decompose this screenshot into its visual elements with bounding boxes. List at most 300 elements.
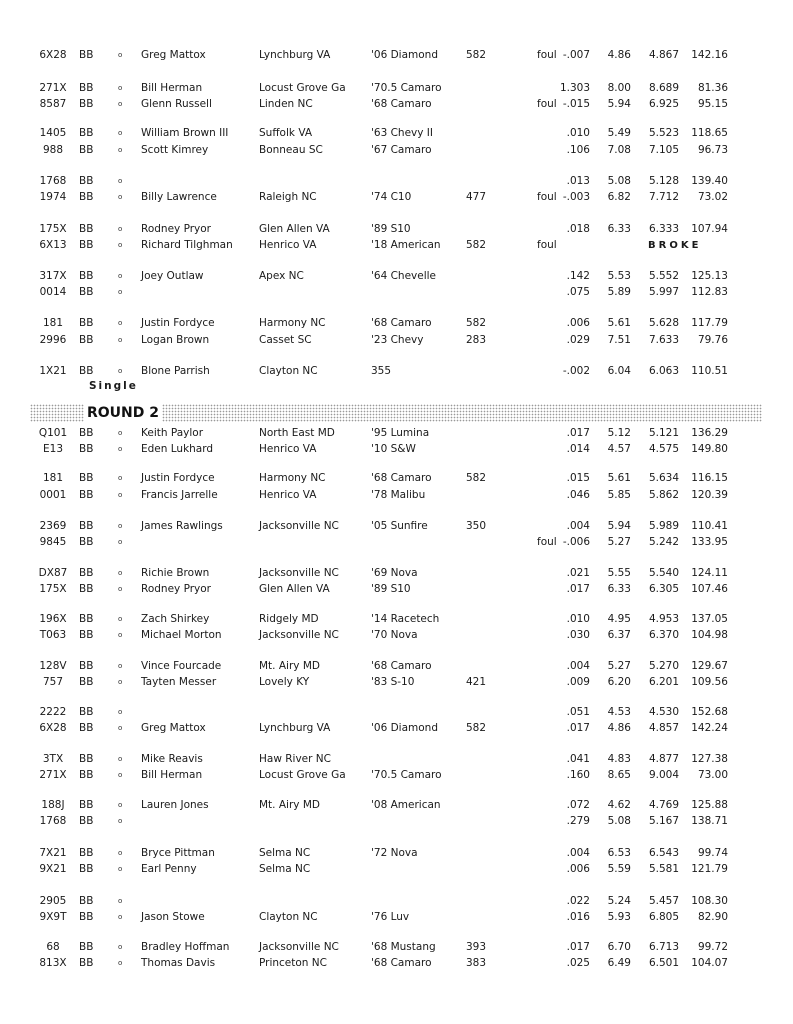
cell-engine: 283 xyxy=(466,334,487,346)
cell-et2: 4.953 xyxy=(648,613,679,625)
cell-et1: 7.08 xyxy=(607,144,631,156)
round-2-title: ROUND 2 xyxy=(84,404,162,422)
cell-et1: 4.53 xyxy=(607,706,631,718)
cell-vehicle: '74 C10 xyxy=(371,191,412,203)
cell-et1: 5.89 xyxy=(607,286,631,298)
cell-car: 9845 xyxy=(39,536,67,548)
cell-cls: BB xyxy=(79,270,94,282)
cell-vehicle: '08 American xyxy=(371,799,441,811)
cell-rt: -.002 xyxy=(562,365,590,377)
entry-row xyxy=(0,814,793,829)
cell-rt: .004 xyxy=(566,847,590,859)
entry-row xyxy=(0,364,793,379)
cell-town: Glen Allen VA xyxy=(259,223,330,235)
entry-row xyxy=(0,285,793,300)
cell-et1: 5.24 xyxy=(607,895,631,907)
cell-dot: o xyxy=(118,491,123,499)
cell-vehicle: '68 Camaro xyxy=(371,660,432,672)
cell-engine: 582 xyxy=(466,49,487,61)
cell-town: Lynchburg VA xyxy=(259,722,331,734)
cell-cls: BB xyxy=(79,536,94,548)
entry-row xyxy=(0,752,793,767)
cell-et1: 5.08 xyxy=(607,815,631,827)
cell-et1: 6.37 xyxy=(607,629,631,641)
cell-mph: 107.94 xyxy=(691,223,728,235)
cell-name: Scott Kimrey xyxy=(141,144,209,156)
cell-engine: 350 xyxy=(466,520,487,532)
cell-et1: 5.55 xyxy=(607,567,631,579)
cell-name: Vince Fourcade xyxy=(141,660,222,672)
cell-engine: 383 xyxy=(466,957,487,969)
cell-dot: o xyxy=(118,272,123,280)
entry-row xyxy=(0,333,793,348)
cell-town: Henrico VA xyxy=(259,489,317,501)
cell-et2: 4.857 xyxy=(648,722,679,734)
cell-name: Rodney Pryor xyxy=(141,223,211,235)
cell-et1: 6.04 xyxy=(607,365,631,377)
cell-dot: o xyxy=(118,724,123,732)
cell-vehicle: 355 xyxy=(371,365,392,377)
cell-car: 271X xyxy=(39,82,67,94)
cell-car: E13 xyxy=(43,443,63,455)
cell-vehicle: '18 American xyxy=(371,239,441,251)
cell-rt: .017 xyxy=(566,722,590,734)
cell-town: Bonneau SC xyxy=(259,144,323,156)
cell-engine: 582 xyxy=(466,317,487,329)
cell-vehicle: '78 Malibu xyxy=(371,489,426,501)
cell-cls: BB xyxy=(79,660,94,672)
entry-row xyxy=(0,97,793,112)
cell-vehicle: '69 Nova xyxy=(371,567,418,579)
cell-dot: o xyxy=(118,225,123,233)
cell-rt: .022 xyxy=(566,895,590,907)
cell-mph: 73.02 xyxy=(697,191,728,203)
cell-vehicle: '64 Chevelle xyxy=(371,270,436,282)
cell-name: Bill Herman xyxy=(141,82,203,94)
cell-dot: o xyxy=(118,538,123,546)
entry-row xyxy=(0,269,793,284)
cell-mph: 138.71 xyxy=(691,815,728,827)
cell-foul: foul xyxy=(537,49,557,61)
cell-name: Michael Morton xyxy=(141,629,222,641)
cell-car: 175X xyxy=(39,583,67,595)
cell-foul: foul xyxy=(537,191,557,203)
cell-vehicle: '10 S&W xyxy=(371,443,416,455)
cell-vehicle: '06 Diamond xyxy=(371,49,438,61)
entry-row xyxy=(0,768,793,783)
cell-rt: .018 xyxy=(566,223,590,235)
entry-row xyxy=(0,48,793,63)
cell-vehicle: '89 S10 xyxy=(371,583,411,595)
cell-mph: 149.80 xyxy=(691,443,728,455)
cell-et1: 6.20 xyxy=(607,676,631,688)
cell-name: Lauren Jones xyxy=(141,799,209,811)
cell-dot: o xyxy=(118,897,123,905)
cell-et2: 6.370 xyxy=(648,629,679,641)
cell-vehicle: '68 Camaro xyxy=(371,98,432,110)
cell-et2: 4.530 xyxy=(648,706,679,718)
cell-mph: 104.07 xyxy=(691,957,728,969)
cell-name: Bill Herman xyxy=(141,769,203,781)
cell-name: Justin Fordyce xyxy=(141,317,215,329)
cell-et1: 5.93 xyxy=(607,911,631,923)
cell-et1: 4.86 xyxy=(607,722,631,734)
cell-mph: 127.38 xyxy=(691,753,728,765)
cell-mph: 124.11 xyxy=(691,567,728,579)
cell-cls: BB xyxy=(79,895,94,907)
cell-cls: BB xyxy=(79,49,94,61)
entry-row xyxy=(0,316,793,331)
cell-dot: o xyxy=(118,146,123,154)
cell-rt: .016 xyxy=(566,911,590,923)
cell-cls: BB xyxy=(79,317,94,329)
cell-car: 175X xyxy=(39,223,67,235)
cell-rt: .015 xyxy=(566,472,590,484)
cell-car: 9X9T xyxy=(39,911,67,923)
cell-et2: 6.543 xyxy=(648,847,679,859)
cell-cls: BB xyxy=(79,706,94,718)
cell-vehicle: '68 Camaro xyxy=(371,317,432,329)
cell-rt: .072 xyxy=(566,799,590,811)
cell-et2: 9.004 xyxy=(648,769,679,781)
cell-et2: 5.523 xyxy=(648,127,679,139)
cell-car: T063 xyxy=(39,629,67,641)
cell-mph: 107.46 xyxy=(691,583,728,595)
cell-dot: o xyxy=(118,129,123,137)
cell-car: 813X xyxy=(39,957,67,969)
cell-town: Jacksonville NC xyxy=(259,567,339,579)
cell-name: Billy Lawrence xyxy=(141,191,217,203)
entry-row xyxy=(0,675,793,690)
cell-rt: .075 xyxy=(566,286,590,298)
cell-rt: .014 xyxy=(566,443,590,455)
entry-row xyxy=(0,238,793,253)
cell-cls: BB xyxy=(79,815,94,827)
cell-rt: .021 xyxy=(566,567,590,579)
cell-rt: -.006 xyxy=(562,536,590,548)
cell-mph: 81.36 xyxy=(697,82,728,94)
cell-cls: BB xyxy=(79,753,94,765)
entry-row xyxy=(0,126,793,141)
cell-et2: 6.333 xyxy=(648,223,679,235)
cell-name: Greg Mattox xyxy=(141,722,206,734)
entry-row xyxy=(0,535,793,550)
cell-dot: o xyxy=(118,615,123,623)
cell-et2: 6.713 xyxy=(648,941,679,953)
cell-name: Logan Brown xyxy=(141,334,210,346)
cell-name: Greg Mattox xyxy=(141,49,206,61)
cell-dot: o xyxy=(118,913,123,921)
entry-row xyxy=(0,488,793,503)
cell-et1: 5.94 xyxy=(607,520,631,532)
cell-cls: BB xyxy=(79,427,94,439)
cell-dot: o xyxy=(118,865,123,873)
cell-town: Haw River NC xyxy=(259,753,331,765)
cell-mph: 95.15 xyxy=(697,98,728,110)
cell-foul: foul xyxy=(537,98,557,110)
cell-mph: 139.40 xyxy=(691,175,728,187)
cell-cls: BB xyxy=(79,175,94,187)
cell-dot: o xyxy=(118,84,123,92)
cell-rt: .006 xyxy=(566,863,590,875)
cell-car: 0014 xyxy=(39,286,67,298)
cell-mph: 125.13 xyxy=(691,270,728,282)
entry-row xyxy=(0,798,793,813)
cell-cls: BB xyxy=(79,489,94,501)
cell-rt: .160 xyxy=(566,769,590,781)
cell-name: Richard Tilghman xyxy=(141,239,233,251)
cell-et2: 5.270 xyxy=(648,660,679,672)
cell-vehicle: '06 Diamond xyxy=(371,722,438,734)
cell-town: Locust Grove Ga xyxy=(259,769,346,781)
cell-dot: o xyxy=(118,522,123,530)
cell-foul: foul xyxy=(537,239,557,251)
cell-mph: 99.72 xyxy=(697,941,728,953)
cell-vehicle: '89 S10 xyxy=(371,223,411,235)
cell-town: Glen Allen VA xyxy=(259,583,330,595)
cell-car: 2222 xyxy=(39,706,67,718)
cell-et1: 5.61 xyxy=(607,472,631,484)
cell-et1: 7.51 xyxy=(607,334,631,346)
entry-row xyxy=(0,910,793,925)
cell-car: 6X13 xyxy=(39,239,67,251)
entry-row xyxy=(0,894,793,909)
cell-town: Raleigh NC xyxy=(259,191,317,203)
cell-et1: 4.95 xyxy=(607,613,631,625)
broke-note: BROKE xyxy=(648,240,702,251)
cell-rt: .017 xyxy=(566,941,590,953)
cell-et1: 4.57 xyxy=(607,443,631,455)
cell-dot: o xyxy=(118,631,123,639)
cell-rt: -.003 xyxy=(562,191,590,203)
cell-town: Jacksonville NC xyxy=(259,941,339,953)
cell-name: Keith Paylor xyxy=(141,427,204,439)
cell-et2: 6.063 xyxy=(648,365,679,377)
cell-engine: 582 xyxy=(466,722,487,734)
cell-rt: .041 xyxy=(566,753,590,765)
cell-cls: BB xyxy=(79,365,94,377)
cell-et2: 4.769 xyxy=(648,799,679,811)
cell-et2: 5.167 xyxy=(648,815,679,827)
cell-cls: BB xyxy=(79,941,94,953)
cell-rt: -.007 xyxy=(562,49,590,61)
cell-mph: 109.56 xyxy=(691,676,728,688)
cell-cls: BB xyxy=(79,334,94,346)
entry-row xyxy=(0,566,793,581)
cell-dot: o xyxy=(118,474,123,482)
cell-et1: 6.33 xyxy=(607,583,631,595)
cell-mph: 117.79 xyxy=(691,317,728,329)
cell-town: Harmony NC xyxy=(259,317,326,329)
cell-dot: o xyxy=(118,100,123,108)
cell-car: 6X28 xyxy=(39,722,67,734)
cell-town: Jacksonville NC xyxy=(259,629,339,641)
cell-town: Jacksonville NC xyxy=(259,520,339,532)
entry-row xyxy=(0,174,793,189)
cell-dot: o xyxy=(118,429,123,437)
cell-rt: .010 xyxy=(566,613,590,625)
cell-rt: .017 xyxy=(566,583,590,595)
cell-et2: 7.633 xyxy=(648,334,679,346)
cell-cls: BB xyxy=(79,629,94,641)
cell-dot: o xyxy=(118,959,123,967)
cell-vehicle: '70.5 Camaro xyxy=(371,82,442,94)
cell-mph: 118.65 xyxy=(691,127,728,139)
cell-car: Q101 xyxy=(38,427,68,439)
single-label: Single xyxy=(89,380,138,392)
entry-row xyxy=(0,81,793,96)
cell-dot: o xyxy=(118,771,123,779)
cell-dot: o xyxy=(118,445,123,453)
cell-et1: 4.83 xyxy=(607,753,631,765)
cell-et2: 5.540 xyxy=(648,567,679,579)
cell-et1: 5.85 xyxy=(607,489,631,501)
cell-car: 0001 xyxy=(39,489,67,501)
cell-cls: BB xyxy=(79,144,94,156)
cell-mph: 104.98 xyxy=(691,629,728,641)
cell-rt: 1.303 xyxy=(559,82,590,94)
cell-dot: o xyxy=(118,849,123,857)
cell-et2: 5.128 xyxy=(648,175,679,187)
cell-town: Ridgely MD xyxy=(259,613,319,625)
cell-car: 988 xyxy=(42,144,64,156)
cell-car: 188J xyxy=(41,799,65,811)
cell-rt: .051 xyxy=(566,706,590,718)
cell-mph: 142.16 xyxy=(691,49,728,61)
cell-car: 3TX xyxy=(42,753,64,765)
cell-vehicle: '83 S-10 xyxy=(371,676,415,688)
cell-rt: .142 xyxy=(566,270,590,282)
cell-et2: 5.989 xyxy=(648,520,679,532)
cell-cls: BB xyxy=(79,722,94,734)
cell-vehicle: '23 Chevy xyxy=(371,334,424,346)
cell-et1: 5.27 xyxy=(607,536,631,548)
cell-dot: o xyxy=(118,288,123,296)
cell-town: Henrico VA xyxy=(259,443,317,455)
cell-rt: -.015 xyxy=(562,98,590,110)
cell-town: Apex NC xyxy=(259,270,304,282)
cell-name: Francis Jarrelle xyxy=(141,489,218,501)
cell-car: 181 xyxy=(42,317,64,329)
entry-row xyxy=(0,956,793,971)
cell-rt: .279 xyxy=(566,815,590,827)
cell-name: Blone Parrish xyxy=(141,365,210,377)
cell-vehicle: '05 Sunfire xyxy=(371,520,428,532)
cell-vehicle: '72 Nova xyxy=(371,847,418,859)
cell-et2: 5.242 xyxy=(648,536,679,548)
cell-dot: o xyxy=(118,708,123,716)
cell-name: William Brown III xyxy=(141,127,229,139)
cell-et1: 5.27 xyxy=(607,660,631,672)
cell-et2: 5.628 xyxy=(648,317,679,329)
cell-town: Harmony NC xyxy=(259,472,326,484)
cell-et1: 4.86 xyxy=(607,49,631,61)
cell-rt: .006 xyxy=(566,317,590,329)
cell-mph: 120.39 xyxy=(691,489,728,501)
entry-row xyxy=(0,862,793,877)
cell-et1: 5.61 xyxy=(607,317,631,329)
cell-dot: o xyxy=(118,193,123,201)
cell-name: Eden Lukhard xyxy=(141,443,214,455)
cell-cls: BB xyxy=(79,191,94,203)
cell-car: 6X28 xyxy=(39,49,67,61)
cell-engine: 582 xyxy=(466,239,487,251)
cell-car: 128V xyxy=(39,660,67,672)
cell-town: North East MD xyxy=(259,427,335,439)
cell-cls: BB xyxy=(79,98,94,110)
cell-et1: 8.00 xyxy=(607,82,631,94)
cell-vehicle: '70 Nova xyxy=(371,629,418,641)
cell-mph: 73.00 xyxy=(697,769,728,781)
cell-rt: .009 xyxy=(566,676,590,688)
cell-name: Bryce Pittman xyxy=(141,847,215,859)
entry-row xyxy=(0,222,793,237)
cell-car: 2905 xyxy=(39,895,67,907)
cell-cls: BB xyxy=(79,676,94,688)
cell-car: 1405 xyxy=(39,127,67,139)
cell-foul: foul xyxy=(537,536,557,548)
entry-row xyxy=(0,143,793,158)
cell-cls: BB xyxy=(79,472,94,484)
cell-car: DX87 xyxy=(38,567,68,579)
cell-town: Casset SC xyxy=(259,334,312,346)
cell-name: Thomas Davis xyxy=(141,957,216,969)
cell-name: Richie Brown xyxy=(141,567,210,579)
entry-row xyxy=(0,846,793,861)
cell-engine: 393 xyxy=(466,941,487,953)
cell-et2: 7.105 xyxy=(648,144,679,156)
cell-dot: o xyxy=(118,51,123,59)
cell-cls: BB xyxy=(79,82,94,94)
cell-mph: 133.95 xyxy=(691,536,728,548)
cell-car: 7X21 xyxy=(39,847,67,859)
cell-rt: .025 xyxy=(566,957,590,969)
cell-mph: 136.29 xyxy=(691,427,728,439)
cell-et2: 4.877 xyxy=(648,753,679,765)
cell-vehicle: '14 Racetech xyxy=(371,613,440,625)
cell-name: Earl Penny xyxy=(141,863,197,875)
cell-vehicle: '67 Camaro xyxy=(371,144,432,156)
entry-row xyxy=(0,519,793,534)
cell-et2: 6.805 xyxy=(648,911,679,923)
cell-town: Lovely KY xyxy=(259,676,310,688)
cell-name: Glenn Russell xyxy=(141,98,212,110)
cell-dot: o xyxy=(118,367,123,375)
cell-cls: BB xyxy=(79,847,94,859)
cell-rt: .013 xyxy=(566,175,590,187)
cell-et2: 4.867 xyxy=(648,49,679,61)
cell-dot: o xyxy=(118,241,123,249)
cell-rt: .004 xyxy=(566,660,590,672)
cell-et1: 5.53 xyxy=(607,270,631,282)
entry-row xyxy=(0,190,793,205)
cell-vehicle: '76 Luv xyxy=(371,911,410,923)
cell-et2: 4.575 xyxy=(648,443,679,455)
cell-mph: 82.90 xyxy=(697,911,728,923)
entry-row xyxy=(0,628,793,643)
cell-town: Henrico VA xyxy=(259,239,317,251)
cell-dot: o xyxy=(118,319,123,327)
cell-cls: BB xyxy=(79,286,94,298)
round-2-banner xyxy=(30,404,762,422)
entry-row xyxy=(0,426,793,441)
cell-mph: 110.51 xyxy=(691,365,728,377)
cell-et2: 6.201 xyxy=(648,676,679,688)
cell-engine: 477 xyxy=(466,191,487,203)
cell-town: Linden NC xyxy=(259,98,313,110)
cell-et1: 6.33 xyxy=(607,223,631,235)
cell-name: Mike Reavis xyxy=(141,753,203,765)
